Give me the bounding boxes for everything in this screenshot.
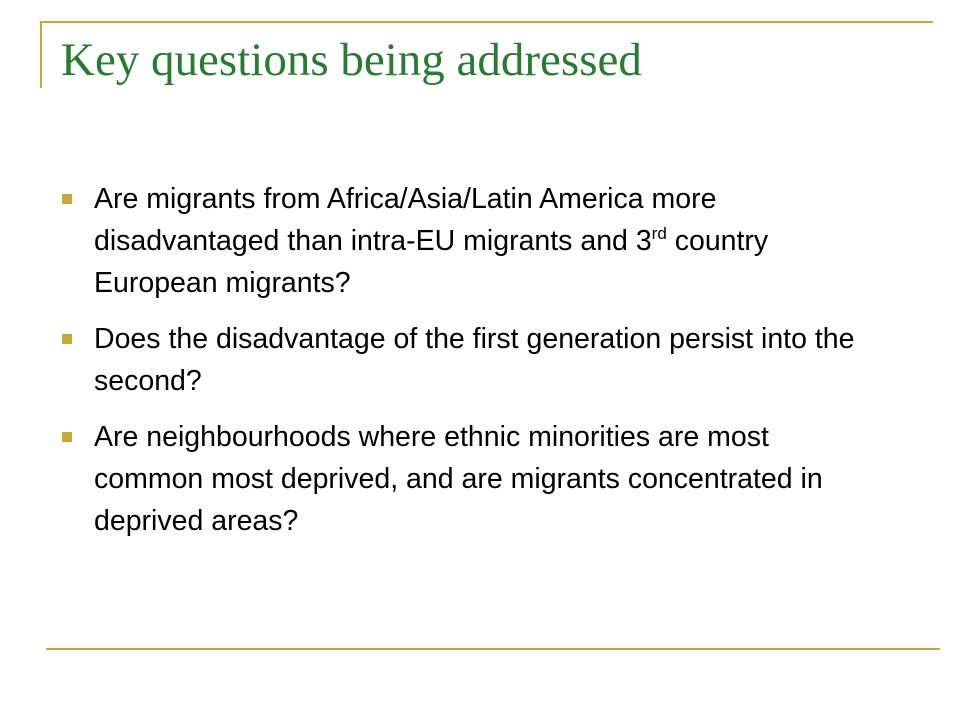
left-rule [40, 21, 42, 88]
slide-title: Key questions being addressed [61, 34, 642, 86]
bullet-text-part: country European migrants? [94, 225, 769, 299]
ordinal-suffix: rd [651, 224, 667, 243]
bullet-item [60, 416, 880, 542]
bottom-rule [46, 648, 940, 650]
bullet-item [60, 178, 880, 304]
square-bullet-icon [62, 334, 72, 344]
bullet-text: Does the disadvantage of the first generation persist into the second? [94, 323, 855, 397]
top-rule [40, 21, 933, 23]
bullet-text: Are neighbourhoods where ethnic minorities are most common most deprived, and are migrants concentrated in deprived areas? [94, 421, 823, 537]
square-bullet-icon [62, 194, 72, 204]
bullet-item [60, 318, 880, 402]
bullet-list [60, 178, 880, 556]
bullet-text-part: Are migrants from Africa/Asia/Latin America more disadvantaged than intra-EU migrants and 3 [94, 183, 717, 257]
square-bullet-icon [62, 432, 72, 442]
bullet-text [94, 183, 768, 299]
